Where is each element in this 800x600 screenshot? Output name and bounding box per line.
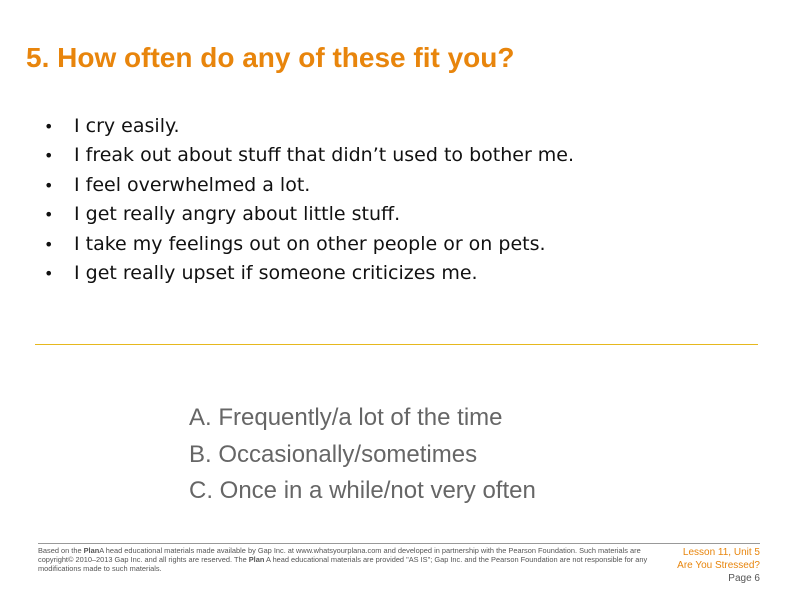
slide-title: 5. How often do any of these fit you? [26,42,515,73]
statement-item: • I get really angry about little stuff. [44,200,574,229]
lesson-info [677,546,760,586]
credit-text: A head educational materials are provided "AS IS"; Gap Inc. and the Pearson Foundation are not responsible for any modifications made to such materials. [38,555,648,573]
statement-item: • I feel overwhelmed a lot. [44,171,574,200]
statement-item: • I get really upset if someone criticizes me. [44,259,574,288]
credit-text: Based on the [38,546,84,555]
footer-divider [38,543,760,544]
statement-item: • I freak out about stuff that didn’t used to bother me. [44,141,574,170]
footer-credits [38,546,658,573]
answer-options [189,400,536,510]
answer-option-c: C. Once in a while/not very often [189,477,536,504]
lesson-title: Are You Stressed? [677,560,760,571]
answer-option-a: A. Frequently/a lot of the time [189,404,503,431]
statement-list [44,112,574,288]
credit-text: A head educational materials made available by Gap Inc. at www.whatsyourplana.com and developed in partnership with the Pearson Foundation. Such materials are copyright© 2010–2013 Gap Inc. and all rights are reserved. The [38,546,641,564]
section-divider [35,344,758,345]
credit-brand: Plan [248,555,265,564]
page-number: Page 6 [728,573,760,584]
statement-item: • I take my feelings out on other people or on pets. [44,230,574,259]
statement-item: • I cry easily. [44,112,574,141]
credit-brand: Plan [83,546,100,555]
answer-option-b: B. Occasionally/sometimes [189,440,478,468]
lesson-number: Lesson 11, Unit 5 [682,547,760,558]
